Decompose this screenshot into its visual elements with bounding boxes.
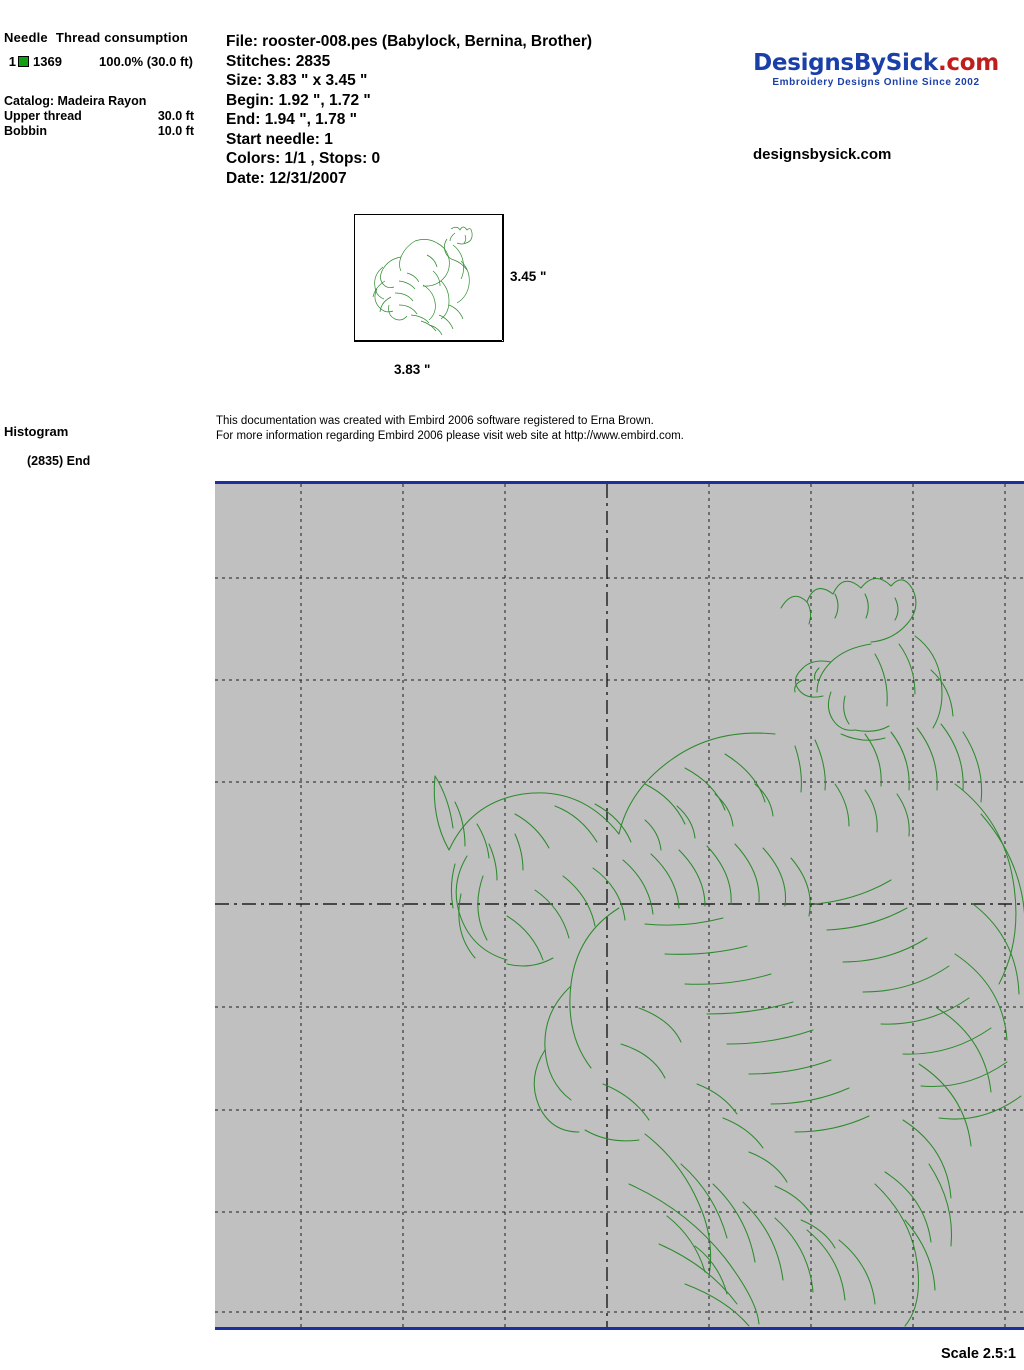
design-preview-box — [354, 214, 504, 342]
plot-scale-label: Scale 2.5:1 — [941, 1346, 1016, 1362]
upper-thread-value: 30.0 ft — [157, 109, 194, 123]
thread-consumption-column-header: Thread consumption — [55, 30, 189, 45]
dimension-guide-vertical — [502, 214, 503, 340]
design-preview — [354, 214, 547, 377]
histogram-end-marker: (2835) End — [27, 454, 91, 468]
brand-tagline: Embroidery Designs Online Since 2002 — [772, 77, 980, 88]
stitch-plot-area — [215, 481, 1024, 1330]
logo-y: y — [871, 50, 886, 76]
documentation-note — [216, 414, 684, 444]
needle-thread-table — [4, 30, 219, 69]
logo-esigns: esigns — [771, 50, 854, 76]
catalog-name: Catalog: Madeira Rayon — [4, 94, 147, 108]
begin-line: Begin: 1.92 ", 1.72 " — [226, 91, 371, 109]
bobbin-line — [4, 124, 219, 139]
dimension-guide-horizontal — [354, 340, 502, 341]
needle-percent-consumption: 100.0% (30.0 ft) — [99, 54, 193, 69]
design-thumbnail-icon — [355, 215, 503, 341]
logo-com: com — [946, 50, 999, 76]
stitch-plot-canvas — [215, 484, 1024, 1327]
thread-color-swatch-icon — [18, 56, 29, 67]
needle-column-header: Needle — [4, 30, 48, 45]
histogram-title: Histogram — [4, 424, 69, 439]
logo-b: B — [853, 50, 872, 76]
logo-s: S — [885, 50, 903, 76]
rooster-stitch-outline — [434, 578, 1024, 1326]
stitches-line: Stitches: 2835 — [226, 52, 331, 70]
logo-ick: ick — [902, 50, 938, 76]
colors-line: Colors: 1/1 , Stops: 0 — [226, 150, 381, 167]
upper-thread-label: Upper thread — [4, 109, 82, 123]
file-info-block — [226, 32, 592, 188]
design-height-label: 3.45 " — [510, 269, 547, 284]
plot-grid — [215, 484, 1024, 1327]
needle-index: 1 — [8, 54, 16, 69]
date-line: Date: 12/31/2007 — [226, 169, 347, 187]
needle-stitch-count: 1369 — [33, 54, 62, 69]
design-width-label: 3.83 " — [394, 362, 431, 377]
doc-note-line2: For more information regarding Embird 2006 please visit web site at http://www.embird.com. — [216, 430, 684, 442]
upper-thread-line — [4, 109, 219, 124]
bobbin-value: 10.0 ft — [157, 124, 194, 138]
end-line: End: 1.94 ", 1.78 " — [226, 111, 358, 128]
catalog-line — [4, 94, 219, 109]
brand-logo — [748, 50, 1004, 88]
file-name-line: File: rooster-008.pes (Babylock, Bernina, Brother) — [226, 33, 593, 50]
start-needle-line: Start needle: 1 — [226, 130, 333, 148]
doc-note-line1: This documentation was created with Embird 2006 software registered to Erna Brown. — [216, 415, 654, 427]
size-line: Size: 3.83 " x 3.45 " — [226, 72, 368, 89]
catalog-summary — [4, 94, 219, 139]
table-row — [4, 54, 219, 69]
logo-dot: . — [937, 50, 947, 76]
brand-logo-text — [748, 50, 1004, 76]
needle-table-header — [4, 30, 219, 45]
website-text: designsbysick.com — [753, 146, 892, 163]
plot-center-axes — [215, 484, 1024, 1327]
logo-d: D — [753, 50, 772, 76]
bobbin-label: Bobbin — [4, 124, 48, 138]
